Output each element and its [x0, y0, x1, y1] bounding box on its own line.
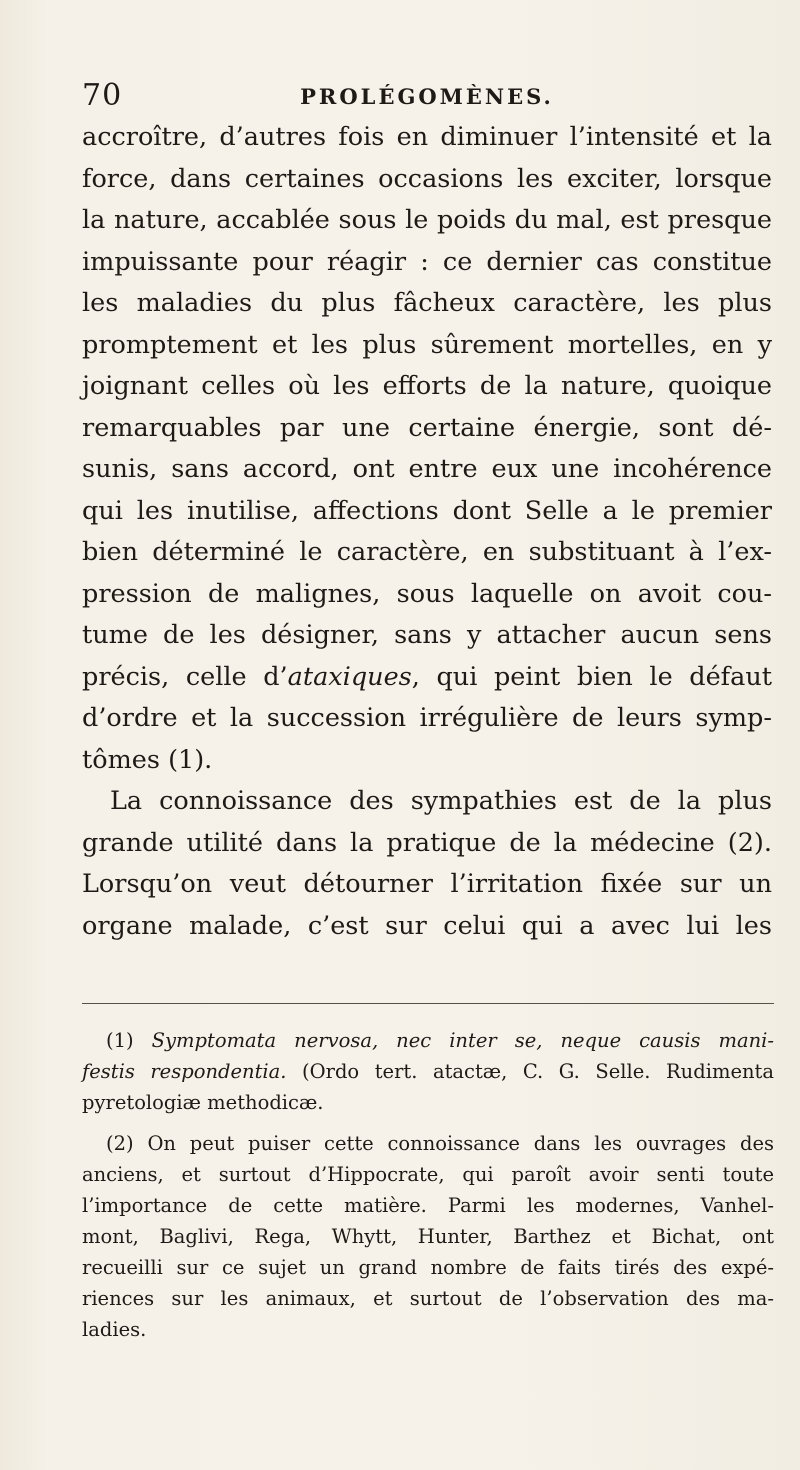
- text-fragment: précis, celle d’: [82, 661, 288, 692]
- text-line: joignant celles où les efforts de la nature, quoique: [82, 371, 772, 401]
- footnote-line: l’importance de cette matière. Parmi les modernes, Vanhel-: [82, 1194, 774, 1217]
- footnote-2: [82, 1128, 774, 1345]
- text-line: promptement et les plus sûrement mortelles, en y: [82, 329, 772, 360]
- main-text: [82, 117, 772, 947]
- text-line: qui les inutilise, affections dont Selle a le premier: [82, 495, 772, 526]
- text-fragment: , qui peint bien le défaut: [411, 661, 772, 692]
- footnote-line: riences sur les animaux, et surtout de l’observation des ma-: [82, 1287, 774, 1310]
- page-number: 70: [82, 78, 123, 113]
- page-header: [82, 78, 772, 118]
- text-line: grande utilité dans la pratique de la médecine (2).: [82, 827, 772, 858]
- text-line: accroître, d’autres fois en diminuer l’intensité et la: [82, 122, 772, 152]
- footnote-line: (2) On peut puiser cette connoissance dans les ouvrages des: [106, 1132, 774, 1155]
- footnote-line: pyretologiæ methodicæ.: [82, 1091, 324, 1114]
- italic-text: Symptomata nervosa, nec inter se, neque causis mani-: [151, 1029, 774, 1052]
- text-line: tume de les désigner, sans y attacher aucun sens: [82, 620, 772, 650]
- footnote-line: ladies.: [82, 1318, 147, 1341]
- footnote-line: anciens, et surtout d’Hippocrate, qui paroît avoir senti toute: [82, 1163, 774, 1186]
- text-line: impuissante pour réagir : ce dernier cas constitue: [82, 246, 772, 277]
- text-line: la nature, accablée sous le poids du mal, est presque: [82, 205, 772, 235]
- text-line: bien déterminé le caractère, en substituant à l’ex-: [82, 537, 772, 567]
- text-line: La connoissance des sympathies est de la plus: [110, 786, 772, 816]
- footnotes: [82, 1025, 774, 1355]
- text-line: pression de malignes, sous laquelle on avoit cou-: [82, 578, 772, 609]
- text-line-ataxiques: [82, 657, 772, 699]
- text-line: les maladies du plus fâcheux caractère, les plus: [82, 288, 772, 318]
- footnote-line: recueilli sur ce sujet un grand nombre de faits tirés des expé-: [82, 1256, 774, 1279]
- running-title: PROLÉGOMÈNES.: [300, 84, 554, 109]
- footnote-1: [82, 1025, 774, 1118]
- text-line: organe malade, c’est sur celui qui a avec lui les: [82, 910, 772, 941]
- text-line: remarquables par une certaine énergie, sont dé-: [82, 412, 772, 443]
- text-line: tômes (1).: [82, 744, 213, 775]
- text-line: Lorsqu’on veut détourner l’irritation fixée sur un: [82, 869, 772, 899]
- footnote-marker: (1): [106, 1029, 134, 1052]
- text-line: force, dans certaines occasions les exciter, lorsque: [82, 163, 772, 194]
- text-line: sunis, sans accord, ont entre eux une incohérence: [82, 454, 772, 484]
- footnote-divider: [82, 1003, 774, 1004]
- italic-text: festis respondentia.: [82, 1060, 287, 1083]
- footnote-line: [82, 1025, 774, 1056]
- footnote-line: mont, Baglivi, Rega, Whytt, Hunter, Barthez et Bichat, ont: [82, 1225, 774, 1248]
- footnote-line: [82, 1056, 774, 1087]
- italic-term: ataxiques: [287, 661, 412, 692]
- text-line: d’ordre et la succession irrégulière de leurs symp-: [82, 703, 772, 733]
- text-fragment: (Ordo tert. atactæ, C. G. Selle. Rudimenta: [302, 1060, 775, 1083]
